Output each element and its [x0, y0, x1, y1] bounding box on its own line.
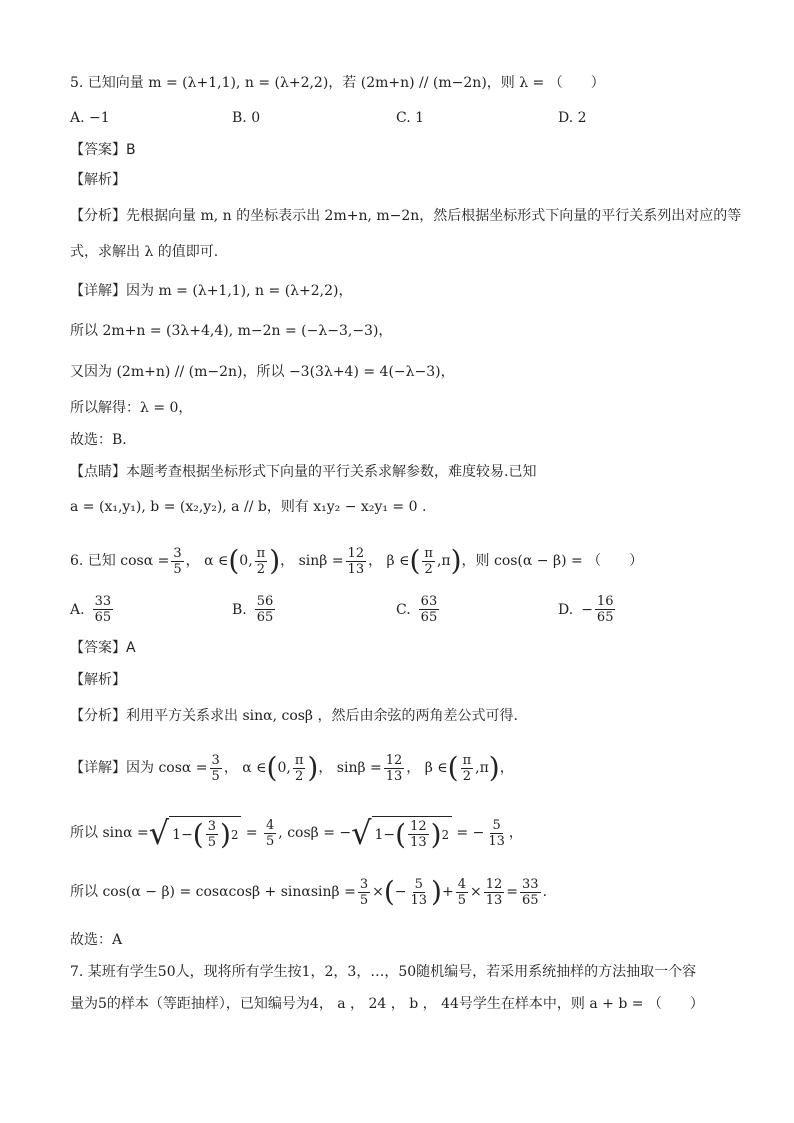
q5-dianjing-2: a = (x₁,y₁), b = (x₂,y₂), a // b，则有 x₁y₂ − x₂y₁ = 0 . — [70, 499, 427, 515]
sqrt-radical-icon: √ — [148, 814, 170, 852]
q6-option-c — [396, 594, 441, 625]
q6-cos-value — [486, 818, 507, 849]
q6-term1-a-den: 5 — [359, 892, 369, 908]
q6-one-minus-b: 1− — [374, 826, 396, 843]
q6-xj-interval-b-fraction — [461, 753, 474, 784]
q6-option-b-label: B. — [232, 601, 247, 618]
q6-xj-interval-a-den: 2 — [294, 768, 304, 784]
q6-sin-value-num: 4 — [266, 817, 275, 833]
q7-line-2: 量为5的样本（等距抽样），已知编号为4， a ， 24 ， b ， 44号学生在样本中，则 a + b = （ ） — [70, 996, 704, 1012]
q6-interval-a-num: π — [256, 545, 266, 561]
q6-option-d-den: 65 — [596, 610, 614, 625]
q6-option-b-num: 56 — [256, 594, 274, 609]
q6-sq-paren-open-a: ( — [192, 817, 204, 851]
q6-sin-value-den: 5 — [266, 833, 275, 849]
q6-line2-comma: ， — [508, 825, 523, 841]
q6-interval-a-left: 0, — [239, 553, 253, 569]
q6-xj-cos-den: 5 — [211, 768, 220, 784]
q6-stem-suffix: ，则 cos(α − β) = （ ） — [461, 553, 644, 569]
q6-sq-paren-close-b: ) — [430, 817, 442, 851]
q5-dianjing-1: 【点睛】本题考查根据坐标形式下向量的平行关系求解参数，难度较易.已知 — [70, 464, 537, 480]
q6-cos-value-num: 5 — [492, 817, 501, 833]
q6-xj-cos-num: 3 — [211, 752, 220, 768]
q6-paren-close-a: ) — [269, 544, 281, 577]
q6-term1-b-den: 13 — [410, 892, 428, 908]
q6-xj-paren-close-a: ) — [307, 751, 319, 784]
q6-sqrt-sin-radicand — [169, 816, 241, 850]
q6-stem — [70, 546, 734, 576]
q6-sq-frac-b-num: 12 — [410, 819, 427, 834]
q6-result — [520, 877, 541, 908]
q6-sin-value — [264, 818, 276, 849]
q6-cos-beta-label: , cosβ = − — [278, 825, 352, 841]
q6-term2-b-den: 13 — [485, 892, 503, 908]
q6-sq-paren-close-a: ) — [220, 817, 231, 851]
q6-sqrt-cos — [351, 815, 452, 851]
q6-result-num: 33 — [522, 876, 539, 892]
q5-analysis-label: 【解析】 — [70, 172, 126, 188]
q6-sq-paren-open-b: ( — [395, 817, 407, 851]
q6-xj-mid3: ， β ∈ — [406, 760, 448, 776]
q5-xiangjie-3: 又因为 (2m+n) // (m−2n)，所以 −3(3λ+4) = 4(−λ−3)， — [70, 364, 455, 380]
q5-option-a: A. −1 — [70, 110, 110, 126]
q6-xj-interval-b-right: ,π — [475, 760, 489, 776]
q5-xiangjie-2: 所以 2m+n = (3λ+4,4), m−2n = (−λ−3,−3)， — [70, 323, 393, 339]
q6-eq-cos: = − — [451, 825, 485, 841]
q6-xj-interval-a-fraction — [293, 753, 306, 784]
q6-eq-sin: = — [241, 825, 263, 841]
q6-sin-den: 13 — [347, 561, 365, 577]
q6-interval-a-fraction — [255, 546, 268, 577]
q6-times-1: × — [372, 884, 384, 900]
q5-fenxi-cont: 式，求解出 λ 的值即可. — [70, 244, 219, 260]
q6-option-a-num: 33 — [94, 594, 112, 609]
q6-xj-comma: ， — [499, 760, 514, 776]
q6-option-b — [232, 594, 277, 625]
q6-option-d-sign: − — [581, 601, 593, 618]
q6-sq-frac-b — [408, 819, 429, 850]
q6-xj-paren-open-a: ( — [266, 751, 278, 784]
q5-option-b: B. 0 — [232, 110, 261, 126]
q6-option-a — [70, 594, 115, 625]
q6-xj-interval-b-num: π — [462, 752, 472, 768]
q6-interval-a-den: 2 — [256, 561, 266, 577]
q6-times-2: × — [470, 884, 482, 900]
q6-interval-b-den: 2 — [424, 561, 433, 577]
q6-paren-close-b: ) — [450, 544, 462, 577]
q6-term1-b — [409, 877, 430, 908]
q6-term2-a-num: 4 — [457, 876, 466, 892]
q6-option-d-num: 16 — [596, 594, 614, 609]
q5-fenxi: 【分析】先根据向量 m, n 的坐标表示出 2m+n, m−2n，然后根据坐标形式下向量的平行关系列出对应的等 — [70, 208, 742, 224]
q6-xiangjie-2 — [70, 808, 734, 858]
q6-sqrt-sin — [149, 815, 242, 851]
q6-xj-mid1: ， α ∈ — [223, 760, 267, 776]
q6-sq-frac-a-den: 5 — [207, 835, 217, 850]
q6-xj-interval-a-left: 0, — [277, 760, 291, 776]
q6-xj-sin-num: 12 — [385, 752, 403, 768]
q6-interval-b-num: π — [424, 545, 433, 561]
q6-answer: 【答案】A — [70, 640, 136, 656]
q5-xiangjie-1: 【详解】因为 m = (λ+1,1), n = (λ+2,2)， — [70, 283, 353, 299]
q6-option-c-label: C. — [396, 601, 411, 618]
q6-xiangjie-prefix: 【详解】因为 cosα = — [70, 760, 208, 776]
q6-result-den: 65 — [522, 892, 539, 908]
q6-term1-a-num: 3 — [359, 876, 369, 892]
q6-sin-fraction — [346, 546, 367, 577]
q6-plus: + — [441, 884, 454, 900]
q6-xj-mid2: ， sinβ = — [318, 760, 382, 776]
q6-xj-cos-fraction — [210, 753, 222, 784]
q5-answer: 【答案】B — [70, 142, 136, 158]
q5-xiangjie-4: 所以解得：λ = 0， — [70, 400, 193, 416]
q6-result-period: . — [542, 884, 548, 900]
q6-xj-paren-open-b: ( — [447, 751, 459, 784]
q6-sq-frac-a-num: 3 — [207, 819, 217, 834]
q6-option-c-num: 63 — [420, 594, 438, 609]
q6-cos-num: 3 — [173, 545, 182, 561]
q6-xj-sin-fraction — [384, 753, 405, 784]
q6-option-d-label: D. — [558, 601, 574, 618]
q6-choose: 故选：A — [70, 932, 123, 948]
sqrt-radical-icon-2: √ — [351, 814, 372, 852]
q6-xj-paren-close-b: ) — [488, 751, 500, 784]
q6-xj-interval-b-den: 2 — [462, 768, 471, 784]
q7-line-1: 7. 某班有学生50人，现将所有学生按1，2，3，…，50随机编号，若采用系统抽样的方法抽取一个容 — [70, 964, 697, 980]
q6-fenxi: 【分析】利用平方关系求出 sinα, cosβ ，然后由余弦的两角差公式可得. — [70, 708, 518, 724]
q6-option-c-den: 65 — [420, 610, 438, 625]
q6-interval-b-right: ,π — [436, 553, 451, 569]
q6-one-minus-a: 1− — [172, 826, 193, 843]
q5-option-d: D. 2 — [558, 110, 587, 126]
q6-option-b-den: 65 — [256, 610, 274, 625]
q6-term2-a — [456, 877, 468, 908]
q6-term2-b — [484, 877, 505, 908]
q6-sq-frac-b-den: 13 — [410, 835, 427, 850]
q6-sin-num: 12 — [347, 545, 365, 561]
q6-term1-b-num: 5 — [414, 876, 423, 892]
q6-neg-sign: − — [394, 884, 407, 900]
q6-option-a-label: A. — [70, 601, 85, 618]
q6-stem-mid1: ， α ∈ — [185, 553, 229, 569]
q6-cos-fraction — [171, 546, 183, 577]
q6-sq-frac-a — [206, 819, 218, 850]
q6-option-d — [558, 594, 617, 625]
q6-xj-sin-den: 13 — [385, 768, 403, 784]
q5-stem: 5. 已知向量 m = (λ+1,1), n = (λ+2,2)，若 (2m+n) // (m−2n)，则 λ = （ ） — [70, 75, 605, 91]
q6-stem-mid3: ， β ∈ — [368, 553, 410, 569]
q6-stem-mid2: ， sinβ = — [280, 553, 344, 569]
q6-xj-interval-a-num: π — [294, 752, 304, 768]
q6-option-c-fraction — [419, 594, 440, 625]
q6-neg-paren-open: ( — [383, 875, 395, 908]
q6-term1-a — [358, 877, 370, 908]
q6-xiangjie-1 — [70, 752, 734, 784]
q6-option-b-fraction — [255, 594, 276, 625]
q6-sq-exp-b: 2 — [441, 827, 449, 842]
q6-option-a-den: 65 — [94, 610, 112, 625]
q5-choose: 故选：B. — [70, 432, 127, 448]
q5-option-c: C. 1 — [396, 110, 425, 126]
q6-cos-value-den: 13 — [488, 833, 505, 849]
q6-term2-b-num: 12 — [485, 876, 503, 892]
q6-cos-den: 5 — [173, 561, 182, 577]
q6-xiangjie-3 — [70, 872, 734, 912]
q6-stem-prefix: 6. 已知 cosα = — [70, 553, 170, 569]
q6-term2-a-den: 5 — [457, 892, 466, 908]
q6-paren-open-b: ( — [409, 544, 421, 577]
q6-eq-result: = — [506, 884, 519, 900]
q6-neg-paren-close: ) — [431, 875, 442, 908]
q6-sqrt-cos-radicand — [372, 816, 452, 850]
q6-paren-open-a: ( — [228, 544, 240, 577]
q6-option-d-fraction — [595, 594, 616, 625]
q6-sin-prefix: 所以 sinα = — [70, 825, 149, 841]
q6-interval-b-fraction — [422, 546, 435, 577]
q6-cos-diff-formula: 所以 cos(α − β) = cosαcosβ + sinαsinβ = — [70, 884, 356, 900]
q6-sq-exp-a: 2 — [230, 827, 239, 842]
q6-option-a-fraction — [93, 594, 114, 625]
q6-analysis-label: 【解析】 — [70, 672, 126, 688]
